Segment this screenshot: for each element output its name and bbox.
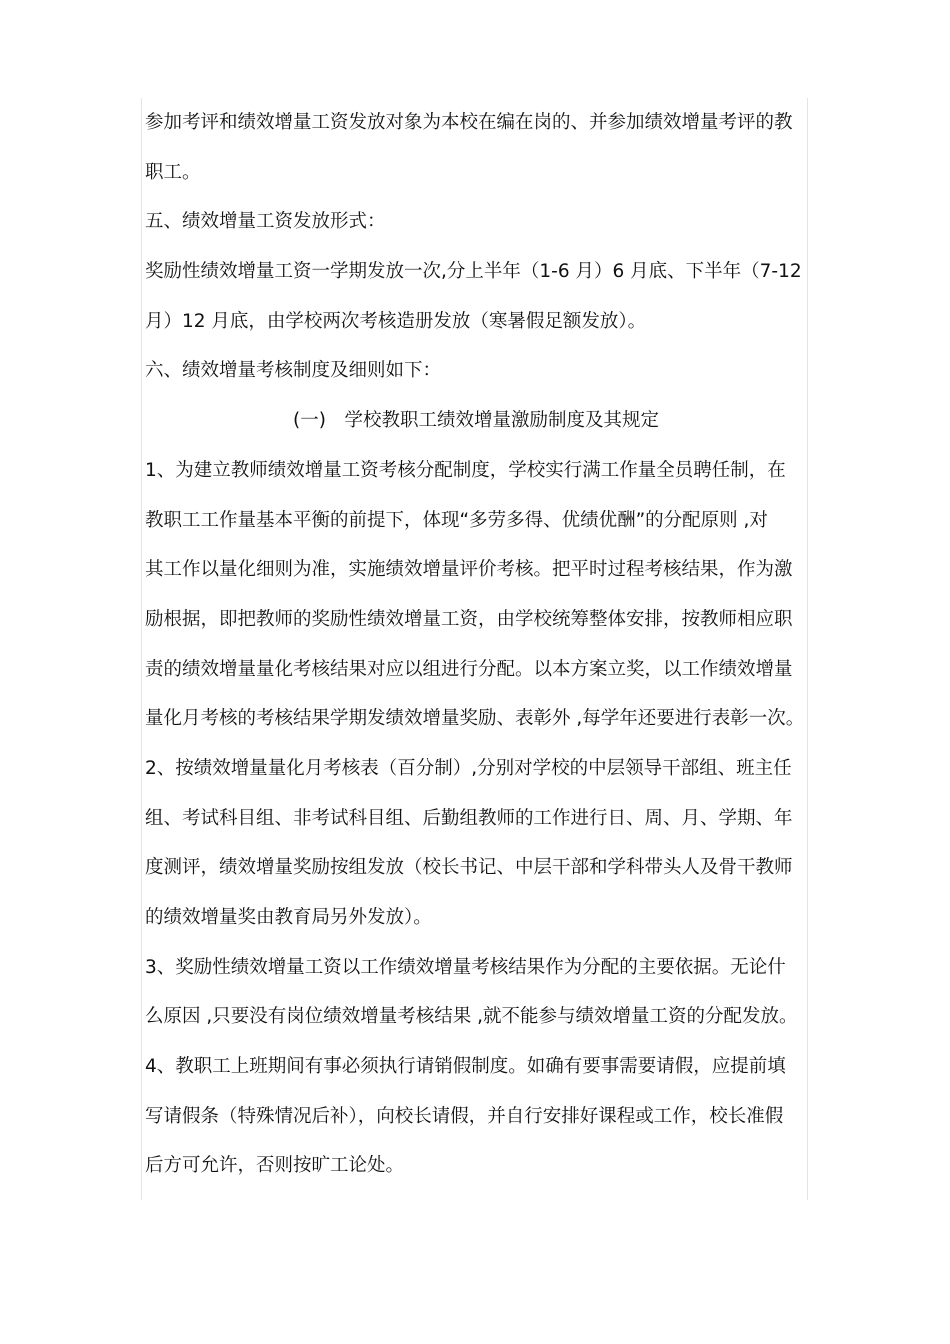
paragraph-line: 其工作以量化细则为准，实施绩效增量评价考核。把平时过程考核结果，作为激 xyxy=(145,559,793,581)
paragraph-line: 参加考评和绩效增量工资发放对象为本校在编在岗的、并参加绩效增量考评的教 xyxy=(145,112,793,133)
subsection-heading: (一) 学校教职工绩效增量激励制度及其规定 xyxy=(293,410,659,432)
paragraph-line: 月）12 月底，由学校两次考核造册发放（寒暑假足额发放）。 xyxy=(145,310,647,332)
paragraph-line: 教职工工作量基本平衡的前提下，体现“多劳多得、优绩优酬”的分配原则 ,对 xyxy=(145,509,768,531)
section-heading-5: 五、绩效增量工资发放形式： xyxy=(145,211,386,233)
paragraph-line: 奖励性绩效增量工资一学期发放一次,分上半年（1-6 月）6 月底、下半年（7-12 xyxy=(145,261,802,283)
document-body xyxy=(145,98,817,1191)
paragraph-line: 度测评，绩效增量奖励按组发放（校长书记、中层干部和学科带头人及骨干教师 xyxy=(145,857,793,879)
paragraph-line: 1、为建立教师绩效增量工资考核分配制度，学校实行满工作量全员聘任制，在 xyxy=(145,459,786,481)
paragraph-line: 写请假条（特殊情况后补），向校长请假，并自行安排好课程或工作，校长准假 xyxy=(145,1105,784,1127)
paragraph-line: 3、奖励性绩效增量工资以工作绩效增量考核结果作为分配的主要依据。无论什 xyxy=(145,956,786,978)
paragraph-line: 2、按绩效增量量化月考核表（百分制）,分别对学校的中层领导干部组、班主任 xyxy=(145,757,792,779)
paragraph-line: 职工。 xyxy=(145,161,201,183)
paragraph-line: 组、考试科目组、非考试科目组、后勤组教师的工作进行日、周、月、学期、年 xyxy=(145,807,793,829)
paragraph-line: 责的绩效增量量化考核结果对应以组进行分配。以本方案立奖，以工作绩效增量 xyxy=(145,658,793,680)
paragraph-line: 的绩效增量奖由教育局另外发放）。 xyxy=(145,907,432,928)
section-heading-6: 六、绩效增量考核制度及细则如下： xyxy=(145,360,442,382)
paragraph-line: 4、教职工上班期间有事必须执行请销假制度。如确有要事需要请假，应提前填 xyxy=(145,1056,786,1078)
paragraph-line: 量化月考核的考核结果学期发绩效增量奖励、表彰外 ,每学年还要进行表彰一次。 xyxy=(145,708,805,730)
paragraph-line: 后方可允许，否则按旷工论处。 xyxy=(145,1155,405,1177)
paragraph-line: 励根据，即把教师的奖励性绩效增量工资，由学校统筹整体安排，按教师相应职 xyxy=(145,608,793,630)
paragraph-line: 么原因 ,只要没有岗位绩效增量考核结果 ,就不能参与绩效增量工资的分配发放。 xyxy=(145,1006,798,1028)
